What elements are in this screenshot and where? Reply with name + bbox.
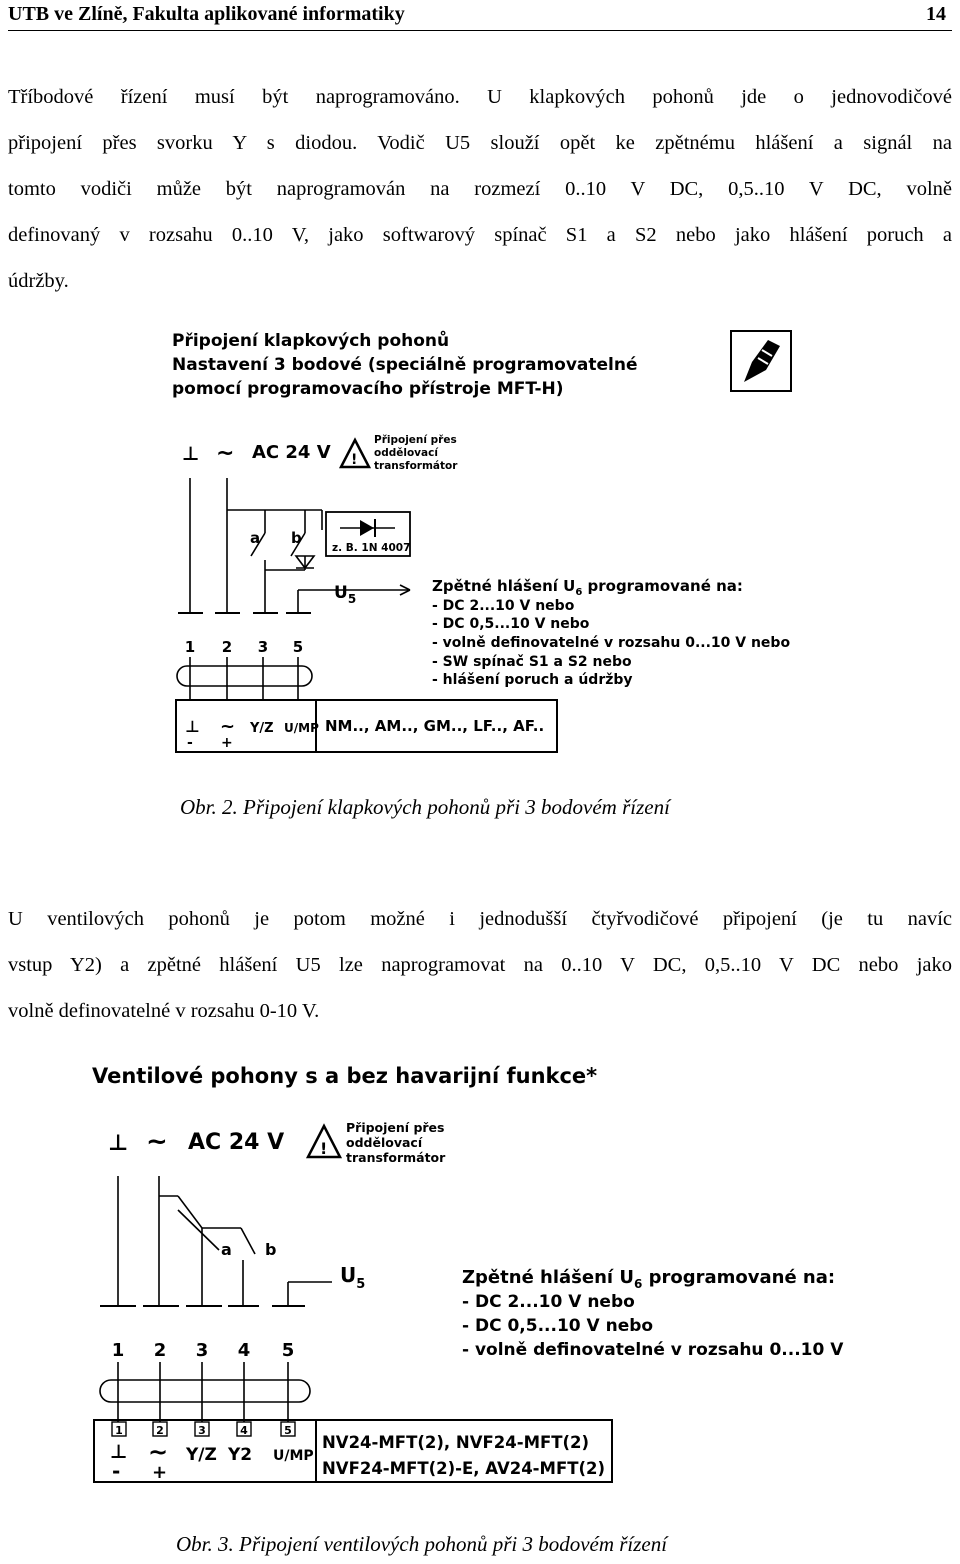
box-ground: ⊥ [185, 717, 200, 736]
warn-line: Připojení přes [346, 1120, 445, 1135]
terminal-number: 5 [281, 1340, 295, 1361]
warning-icon [341, 440, 369, 468]
figure-caption-2: Obr. 3. Připojení ventilových pohonů při 3 bodovém řízení [176, 1532, 668, 1556]
warn-line: transformátor [346, 1150, 446, 1165]
paragraph-line: volně definovatelné v rozsahu 0-10 V. [8, 1000, 320, 1022]
feedback-item: - DC 2...10 V nebo [462, 1292, 635, 1312]
box-minus: - [112, 1459, 121, 1483]
box-plus: + [152, 1462, 168, 1483]
box-models-line1: NV24-MFT(2), NVF24-MFT(2) [322, 1433, 590, 1452]
page-header [8, 0, 952, 31]
box-terminal-number: 3 [198, 1424, 206, 1437]
switch-a-label: a [221, 1240, 232, 1259]
u5-label: $U_5$ [334, 583, 357, 606]
feedback-item: - SW spínač S1 a S2 nebo [432, 654, 632, 670]
figure-caption-1: Obr. 2. Připojení klapkových pohonů při 3 bodovém řízení [180, 795, 670, 819]
paragraph-line: vstup Y2) a zpětné hlášení U5 lze naprogramovat na 0..10 V DC, 0,5..10 V DC nebo jako [8, 954, 952, 976]
box-yz: Y/Z [250, 721, 274, 736]
paragraph-line: údržby. [8, 270, 69, 292]
terminal-number: 2 [153, 1340, 167, 1361]
terminal-number: 5 [292, 638, 304, 656]
fig1-title-line2: Nastavení 3 bodové (speciálně programovatelné [172, 355, 638, 375]
feedback-item: - volně definovatelné v rozsahu 0...10 V nebo [432, 635, 791, 651]
fig2-supply: AC 24 V [188, 1130, 285, 1155]
box-tilde: ~ [220, 716, 236, 737]
terminal-number: 1 [184, 638, 196, 656]
warn-line: transformátor [374, 460, 458, 472]
paragraph-line: U ventilových pohonů je potom možné i jednodušší čtyřvodičové připojení (je tu navíc [8, 908, 952, 930]
paragraph-line: připojení přes svorku Y s diodou. Vodič U5 slouží opět ke zpětnému hlášení a signál na [8, 132, 952, 154]
warn-line: oddělovací [374, 447, 438, 459]
svg-text:!: ! [320, 1139, 328, 1158]
feedback-item: - DC 2...10 V nebo [432, 598, 575, 614]
paragraph-1 [8, 74, 952, 304]
ground-symbol: ⊥ [182, 443, 200, 465]
switch-b-label: b [291, 529, 302, 547]
box-terminal-number: 5 [284, 1424, 292, 1437]
box-ground: ⊥ [110, 1441, 128, 1463]
feedback-item: - DC 0,5...10 V nebo [432, 616, 590, 632]
terminal-number: 4 [237, 1340, 251, 1361]
switch-a-label: a [250, 529, 261, 547]
box-y2: Y2 [228, 1445, 253, 1465]
warn-line: Připojení přes [374, 434, 457, 446]
fig1-title-line3: pomocí programovacího přístroje MFT-H) [172, 379, 564, 399]
box-tilde: ~ [148, 1438, 169, 1466]
diode-label: z. B. 1N 4007 [332, 542, 411, 554]
paragraph-line: tomto vodiči může být naprogramován na rozmezí 0..10 V DC, 0,5..10 V DC, volně [8, 178, 952, 200]
terminal-number: 1 [111, 1340, 125, 1361]
tilde-symbol: ~ [146, 1127, 168, 1157]
warning-icon [308, 1126, 340, 1158]
switch-b-label: b [265, 1240, 277, 1259]
box-ump: U/MP [284, 721, 319, 735]
box-terminal-number: 4 [240, 1424, 248, 1437]
feedback-item: - DC 0,5...10 V nebo [462, 1316, 654, 1336]
feedback-item: - volně definovatelné v rozsahu 0...10 V [462, 1340, 844, 1360]
figure-valve-wiring [0, 1050, 960, 1490]
ground-symbol: ⊥ [108, 1131, 129, 1156]
paragraph-line: Tříbodové řízení musí být naprogramováno. U klapkových pohonů jde o jednovodičové [8, 86, 952, 108]
header-title: UTB ve Zlíně, Fakulta aplikované informatiky [8, 3, 405, 25]
feedback-title: Zpětné hlášení $U_6$ programované na: [462, 1267, 836, 1291]
feedback-title: Zpětné hlášení $U_6$ programované na: [432, 577, 743, 598]
box-minus: - [187, 735, 193, 751]
box-terminal-number: 1 [115, 1424, 123, 1437]
u5-label: $U_5$ [340, 1263, 366, 1292]
fig1-supply: AC 24 V [252, 442, 331, 463]
box-terminal-number: 2 [156, 1424, 164, 1437]
page-number: 14 [926, 3, 946, 25]
warn-line: oddělovací [346, 1135, 423, 1150]
terminal-number: 2 [221, 638, 233, 656]
box-models-line2: NVF24-MFT(2)-E, AV24-MFT(2) [322, 1459, 606, 1478]
terminal-number: 3 [195, 1340, 209, 1361]
box-plus: + [221, 735, 233, 751]
programming-device-icon [731, 331, 791, 391]
paragraph-line: definovaný v rozsahu 0..10 V, jako softwarový spínač S1 a S2 nebo jako hlášení poruch a [8, 224, 952, 246]
tilde-symbol: ~ [216, 441, 235, 466]
fig1-title-line1: Připojení klapkových pohonů [172, 331, 450, 351]
feedback-item: - hlášení poruch a údržby [432, 672, 633, 688]
box-models: NM.., AM.., GM.., LF.., AF.. [325, 717, 545, 735]
paragraph-2 [8, 896, 952, 1034]
box-ump: U/MP [273, 1448, 314, 1464]
fig2-title: Ventilové pohony s a bez havarijní funkce* [92, 1064, 598, 1088]
box-yz: Y/Z [186, 1445, 217, 1465]
figure-damper-wiring [0, 300, 960, 770]
svg-text:!: ! [351, 452, 358, 468]
terminal-number: 3 [257, 638, 269, 656]
